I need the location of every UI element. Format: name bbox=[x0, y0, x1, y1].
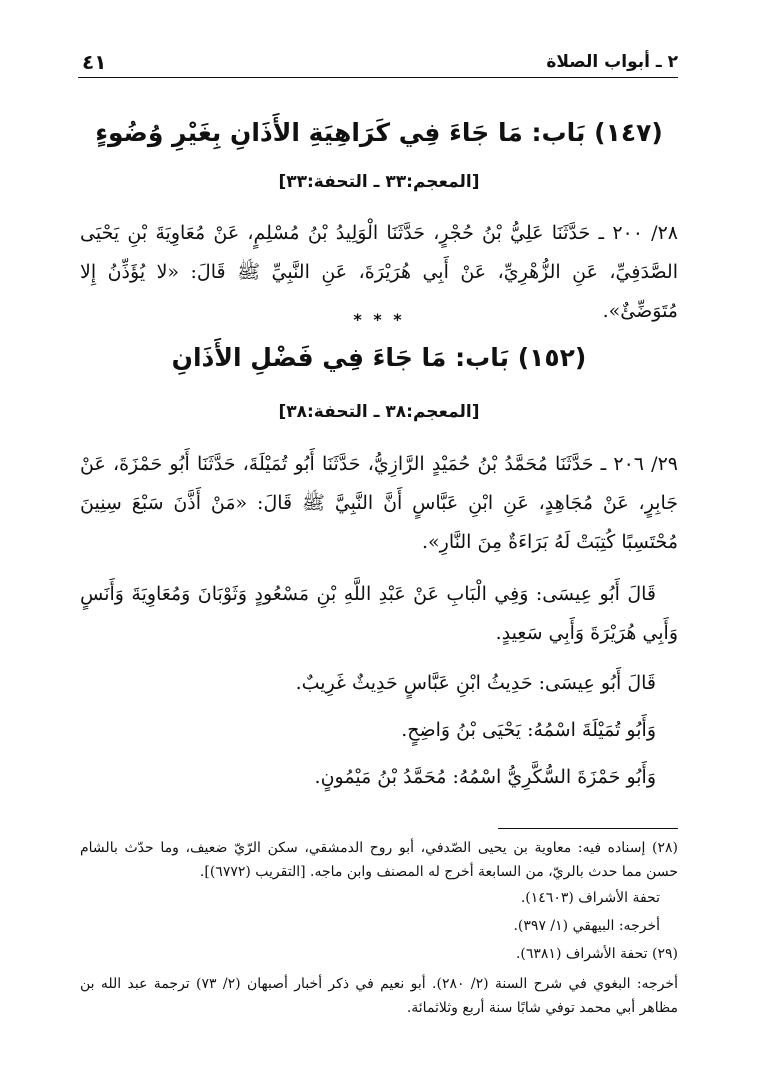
comment-abu-hamzah: وَأَبُو حَمْزَةَ السُّكَّرِيُّ اسْمُهُ: مُحَمَّدُ بْنُ مَيْمُونٍ. bbox=[314, 766, 656, 788]
comment-bab: قَالَ أَبُو عِيسَى: وَفِي الْبَابِ عَنْ عَبْدِ اللَّهِ بْنِ مَسْعُودٍ وَثَوْبَانَ وَمُعَاوِيَةَ وَأَنَسٍ وَأَبِي هُرَيْرَةَ وَأَبِي سَعِيدٍ. bbox=[80, 583, 678, 644]
running-head: ٢ ـ أبواب الصلاة bbox=[546, 52, 678, 72]
comment-abu-tumaylah: وَأَبُو تُمَيْلَةَ اسْمُهُ: يَحْيَى بْنُ وَاضِحٍ. bbox=[401, 719, 656, 741]
chapter-reference-147: [المعجم:٣٣ ـ التحفة:٣٣] bbox=[278, 172, 480, 192]
footnote-28-takhrij: أخرجه: البيهقي (١/ ٣٩٧). bbox=[513, 918, 660, 934]
chapter-title-152: (١٥٢) بَاب: مَا جَاءَ فِي فَضْلِ الأَذَانِ bbox=[171, 343, 587, 372]
chapter-reference-152: [المعجم:٣٨ ـ التحفة:٣٨] bbox=[278, 402, 480, 422]
footnote-29: (٢٩) تحفة الأشراف (٦٣٨١). bbox=[515, 946, 678, 962]
chapter-title-147: (١٤٧) بَاب: مَا جَاءَ فِي كَرَاهِيَةِ الأَذَانِ بِغَيْرِ وُضُوءٍ bbox=[95, 118, 663, 147]
footnote-28: (٢٨) إسناده فيه: معاوية بن يحيى الصّدفي، أبو روح الدمشقي، سكن الرّيّ ضعيف، وما حدّث بالشام حسن مما حدث بالريّ، من السابعة أخرج له المصنف وابن ماجه. [التقريب (٦٧٧٢)]. bbox=[80, 840, 678, 880]
footnote-28-tuhfa: تحفة الأشراف (١٤٦٠٣). bbox=[520, 890, 660, 906]
hadith-206: ٢٩/ ٢٠٦ ـ حَدَّثَنَا مُحَمَّدُ بْنُ حُمَيْدٍ الرَّازِيُّ، حَدَّثَنَا أَبُو تُمَيْلَةَ، حَدَّثَنَا أَبُو حَمْزَةَ، عَنْ جَابِرٍ، عَنْ مُجَاهِدٍ، عَنِ ابْنِ عَبَّاسٍ أَنَّ النَّبِيَّ ﷺ قَالَ: «مَنْ أَذَّنَ سَبْعَ سِنِينَ مُحْتَسِبًا كُتِبَتْ لَهُ بَرَاءَةٌ مِنَ النَّارِ». bbox=[80, 453, 678, 553]
footnote-29-takhrij: أخرجه: البغوي في شرح السنة (٢/ ٢٨٠). أبو نعيم في ذكر أخبار أصبهان (٢/ ٧٣) ترجمة عبد الله بن مظاهر أبي محمد توفي شابًا سنة أربع وثلاثمائة. bbox=[80, 976, 678, 1016]
header-rule bbox=[78, 77, 678, 78]
comment-grading: قَالَ أَبُو عِيسَى: حَدِيثُ ابْنِ عَبَّاسٍ حَدِيثٌ غَرِيبٌ. bbox=[295, 672, 656, 694]
hadith-200: ٢٨/ ٢٠٠ ـ حَدَّثَنَا عَلِيُّ بْنُ حُجْرٍ، حَدَّثَنَا الْوَلِيدُ بْنُ مُسْلِمٍ، عَنْ مُعَاوِيَةَ بْنِ يَحْيَى الصَّدَفِيِّ، عَنِ الزُّهْرِيِّ، عَنْ أَبِي هُرَيْرَةَ، عَنِ النَّبِيِّ ﷺ قَالَ: «لا يُؤَذِّنُ إِلا مُتَوَضِّئٌ». bbox=[80, 222, 678, 322]
footnote-rule bbox=[498, 828, 678, 829]
page-number: ٤١ bbox=[82, 50, 107, 74]
section-separator: * * * bbox=[353, 310, 405, 329]
page-header bbox=[78, 48, 678, 78]
